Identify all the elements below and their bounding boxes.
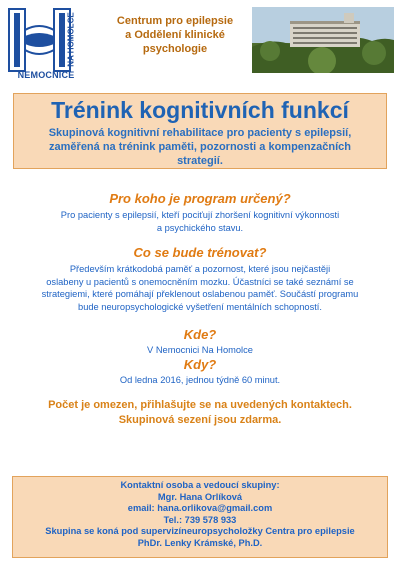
notice-line: Počet je omezen, přihlašujte se na uvedených kontaktech. [48,399,352,411]
org-name [100,14,250,56]
text-line: Pro pacienty s epilepsií, kteří pociťují zhoršení kognitivní výkonnosti [60,210,340,220]
contact-line: Kontaktní osoba a vedoucí skupiny: [120,480,280,490]
contact-email: email: hana.orlikova@gmail.com [127,503,273,513]
contact-name: Mgr. Hana Orlíková [157,491,243,502]
section-what-text [10,263,390,313]
section-when-text: Od ledna 2016, jednou týdně 60 minut. [119,375,281,385]
section-where-text: V Nemocnici Na Homolce [147,345,253,355]
page-title: Trénink kognitivních funkcí [51,97,349,123]
section-who-heading: Pro koho je program určený? [109,191,291,206]
section-who-text [10,209,390,234]
subtitle-line: zaměřená na trénink paměti, pozornosti a kompenzačních [49,141,351,153]
section-what-heading: Co se bude trénovat? [133,245,267,260]
contact-info [12,480,388,549]
text-line: oslabeny u pacientů s onemocněním mozku. Účastníci se také seznámí se [46,276,354,287]
logo-caption: NEMOCNICE [17,70,75,80]
notice-line: Skupinová sezení jsou zdarma. [118,414,282,426]
section-where-heading: Kde? [183,327,217,342]
logo-side-text [64,8,78,72]
page-subtitle [28,126,372,168]
text-line: a psychického stavu. [156,222,244,233]
text-line: Především krátkodobá paměť a pozornost, které jsou nejčastěji [69,264,331,274]
contact-line: Skupina se koná pod supervizíneuropsycholožky Centra pro epilepsie [45,526,355,536]
subtitle-line: Skupinová kognitivní rehabilitace pro pacienty s epilepsií, [48,127,352,139]
org-line: a Oddělení klinické [125,29,225,41]
contact-line: PhDr. Lenky Krámské, Ph.D. [137,537,263,548]
text-line: bude neuropsychologické vyšetření mentálních schopností. [78,301,322,312]
text-line: strategiemi, které pomáhají překlenout oslabenou paměť. Součástí programu [41,289,359,299]
logo-side-label: NA HOMOLCE [66,12,76,67]
notice-text [10,398,390,428]
org-line: psychologie [142,43,208,55]
section-when-heading: Kdy? [183,357,217,372]
org-line: Centrum pro epilepsie [116,15,234,27]
hospital-building-photo [252,7,394,73]
contact-phone: Tel.: 739 578 933 [163,514,237,525]
subtitle-line: strategií. [177,155,223,167]
